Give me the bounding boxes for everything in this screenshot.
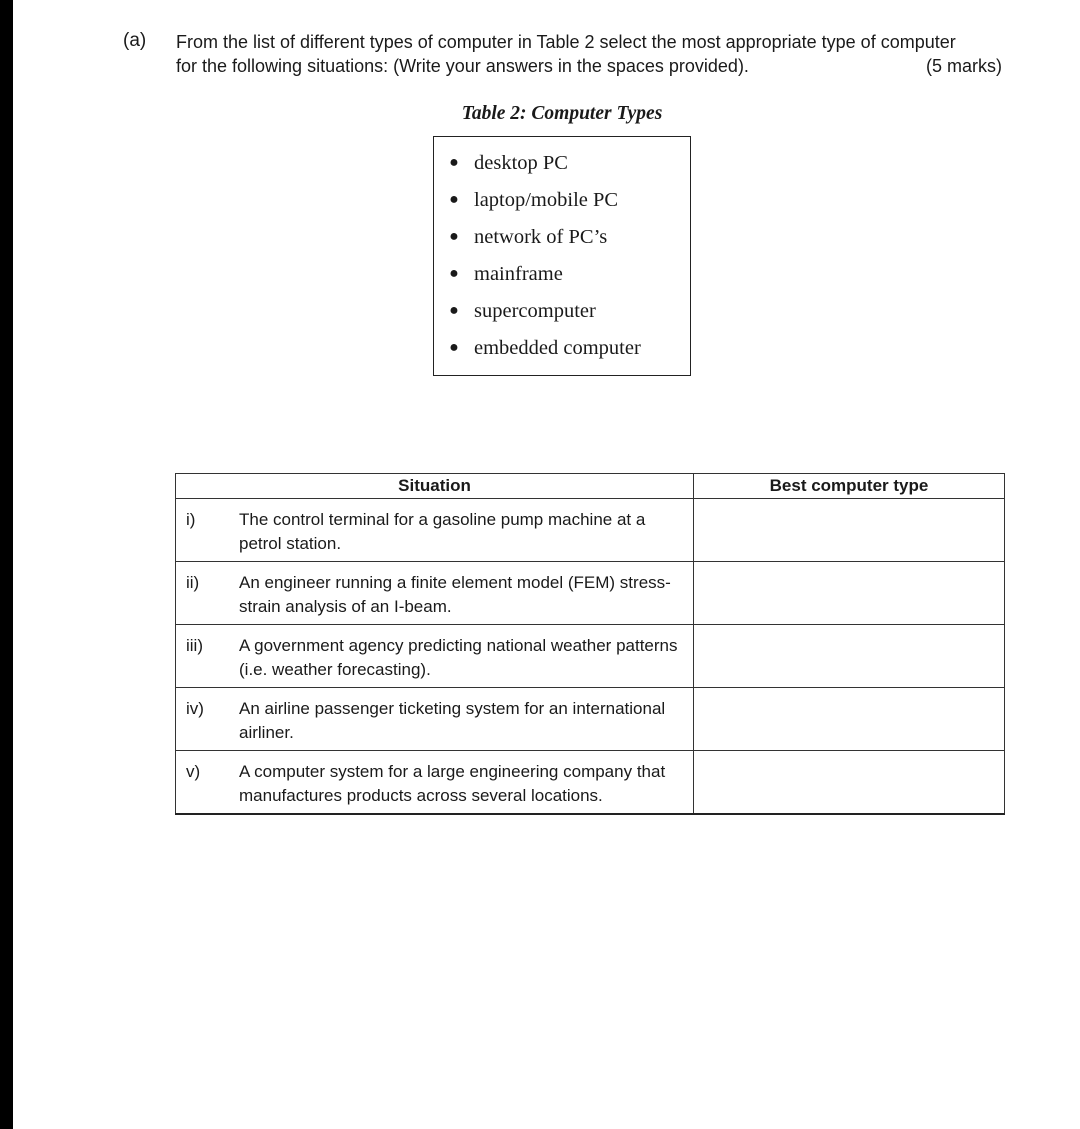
answer-cell[interactable] bbox=[694, 625, 1005, 688]
situation-cell bbox=[238, 688, 694, 751]
situation-column-header: Situation bbox=[176, 474, 694, 499]
situation-cell bbox=[238, 751, 694, 815]
computer-type-label: embedded computer bbox=[474, 337, 641, 359]
computer-type-item bbox=[434, 335, 690, 372]
answer-cell[interactable] bbox=[694, 688, 1005, 751]
table-row bbox=[176, 562, 1005, 625]
situations-table bbox=[175, 473, 1005, 815]
question-line-2-row bbox=[176, 54, 1006, 78]
answer-column-header: Best computer type bbox=[694, 474, 1005, 499]
row-number-cell bbox=[176, 499, 239, 562]
document-page bbox=[13, 0, 1080, 1129]
situation-text: A government agency predicting national weather patterns (i.e. weather forecasting). bbox=[239, 636, 678, 679]
computer-types-box bbox=[433, 136, 691, 376]
situations-header-row bbox=[176, 474, 1005, 499]
situation-cell bbox=[238, 562, 694, 625]
computer-types-list bbox=[434, 137, 690, 372]
bullet-icon: ● bbox=[449, 265, 459, 282]
row-number-cell bbox=[176, 688, 239, 751]
table-row bbox=[176, 499, 1005, 562]
computer-type-label: network of PC’s bbox=[474, 226, 608, 248]
computer-type-item bbox=[434, 150, 690, 187]
computer-type-item bbox=[434, 298, 690, 335]
row-number-cell bbox=[176, 751, 239, 815]
computer-type-label: desktop PC bbox=[474, 152, 568, 174]
situation-text: An engineer running a finite element model (FEM) stress-strain analysis of an I-beam. bbox=[239, 573, 671, 616]
answer-cell[interactable] bbox=[694, 499, 1005, 562]
question-line-1: From the list of different types of computer in Table 2 select the most appropriate type of computer bbox=[176, 32, 956, 52]
row-number: v) bbox=[186, 762, 201, 781]
computer-type-label: supercomputer bbox=[474, 300, 596, 322]
situation-text: The control terminal for a gasoline pump machine at a petrol station. bbox=[239, 510, 646, 553]
marks-label: (5 marks) bbox=[926, 56, 1002, 76]
computer-type-label: mainframe bbox=[474, 263, 563, 285]
bullet-icon: ● bbox=[449, 302, 459, 319]
row-number-cell bbox=[176, 562, 239, 625]
question-prompt bbox=[176, 30, 1006, 78]
computer-type-label: laptop/mobile PC bbox=[474, 189, 619, 211]
answer-cell[interactable] bbox=[694, 751, 1005, 815]
bullet-icon: ● bbox=[449, 339, 459, 356]
question-line-2: for the following situations: (Write your answers in the spaces provided). bbox=[176, 56, 749, 76]
bullet-icon: ● bbox=[449, 154, 459, 171]
computer-type-item bbox=[434, 224, 690, 261]
row-number: ii) bbox=[186, 573, 200, 592]
table-row bbox=[176, 625, 1005, 688]
situation-cell bbox=[238, 499, 694, 562]
row-number: iii) bbox=[186, 636, 203, 655]
row-number: i) bbox=[186, 510, 196, 529]
row-number-cell bbox=[176, 625, 239, 688]
situation-text: A computer system for a large engineering company that manufactures products across several locations. bbox=[239, 762, 666, 805]
answer-cell[interactable] bbox=[694, 562, 1005, 625]
computer-type-item bbox=[434, 187, 690, 224]
bullet-icon: ● bbox=[449, 191, 459, 208]
table2-caption: Table 2: Computer Types bbox=[461, 103, 663, 124]
question-label: (a) bbox=[123, 30, 147, 51]
bullet-icon: ● bbox=[449, 228, 459, 245]
table-row bbox=[176, 751, 1005, 815]
computer-type-item bbox=[434, 261, 690, 298]
table-row bbox=[176, 688, 1005, 751]
situation-cell bbox=[238, 625, 694, 688]
situation-text: An airline passenger ticketing system for an international airliner. bbox=[239, 699, 666, 742]
row-number: iv) bbox=[186, 699, 204, 718]
